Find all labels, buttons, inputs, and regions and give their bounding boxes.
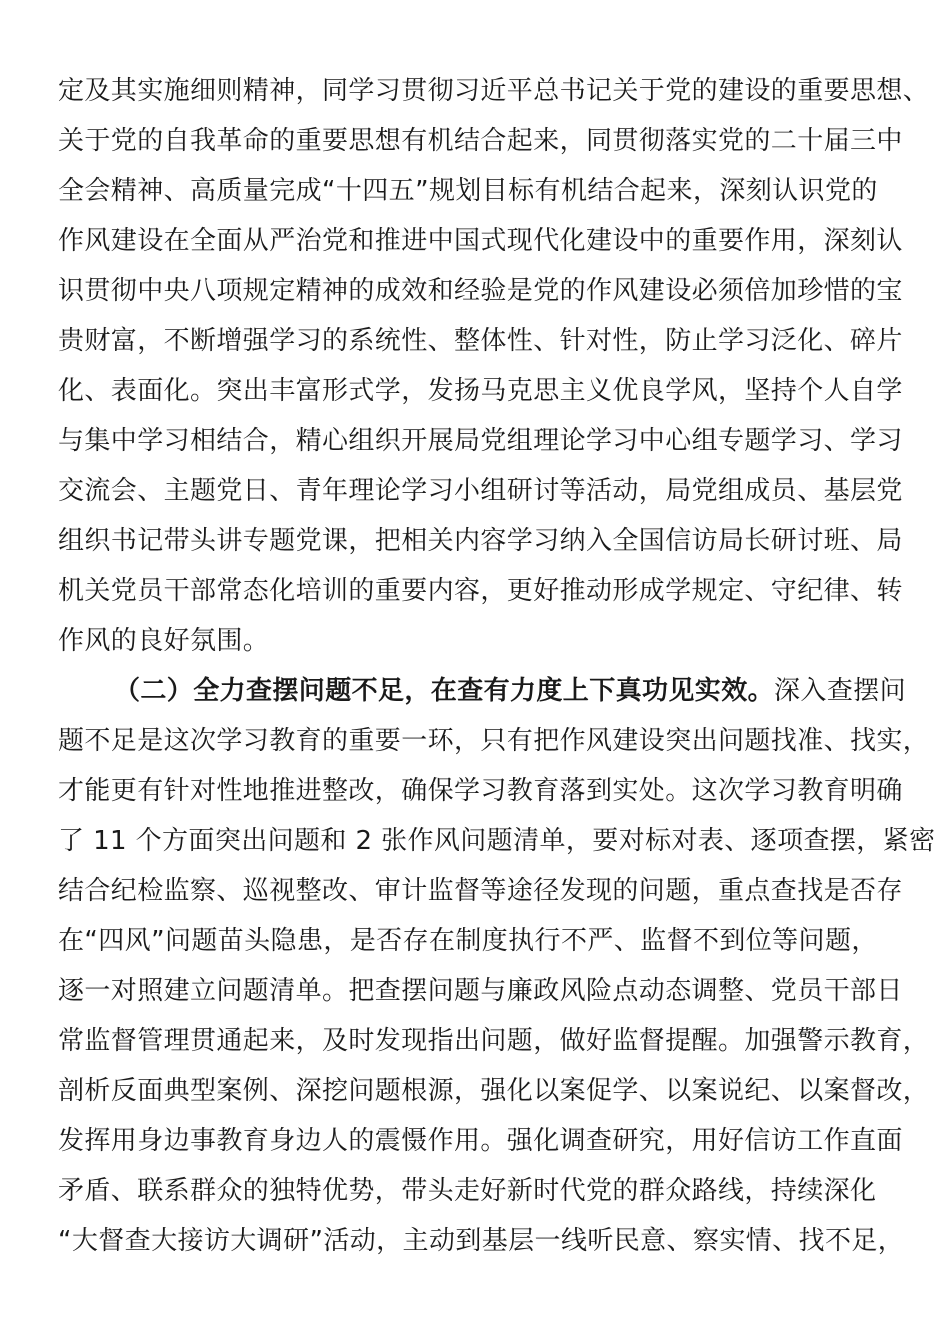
section-first-line-rest: 深入查摆问: [774, 676, 907, 706]
text-line: 定及其实施细则精神，同学习贯彻习近平总书记关于党的建设的重要思想、: [58, 76, 930, 106]
text-line: 全会精神、高质量完成“十四五”规划目标有机结合起来，深刻认识党的: [58, 176, 878, 206]
text-line: 了 11 个方面突出问题和 2 张作风问题清单，要对标对表、逐项查摆，紧密: [58, 826, 936, 856]
text-line: 发挥用身边事教育身边人的震慑作用。强化调查研究，用好信访工作直面: [58, 1126, 903, 1156]
text-line: 与集中学习相结合，精心组织开展局党组理论学习中心组专题学习、学习: [58, 426, 903, 456]
text-line: 才能更有针对性地推进整改，确保学习教育落到实处。这次学习教育明确: [58, 776, 903, 806]
text-line: 化、表面化。突出丰富形式学，发扬马克思主义优良学风，坚持个人自学: [58, 376, 903, 406]
text-line: 识贯彻中央八项规定精神的成效和经验是党的作风建设必须倍加珍惜的宝: [58, 276, 903, 306]
text-line: 在“四风”问题苗头隐患，是否存在制度执行不严、监督不到位等问题，: [58, 926, 878, 956]
text-line: 关于党的自我革命的重要思想有机结合起来，同贯彻落实党的二十届三中: [58, 126, 903, 156]
text-line: 作风建设在全面从严治党和推进中国式现代化建设中的重要作用，深刻认: [58, 226, 903, 256]
text-line: 作风的良好氛围。: [58, 626, 270, 656]
text-line: 机关党员干部常态化培训的重要内容，更好推动形成学规定、守纪律、转: [58, 576, 903, 606]
text-line: 矛盾、联系群众的独特优势，带头走好新时代党的群众路线，持续深化: [58, 1176, 877, 1206]
text-line: 贵财富，不断增强学习的系统性、整体性、针对性，防止学习泛化、碎片: [58, 326, 903, 356]
text-line: 常监督管理贯通起来，及时发现指出问题，做好监督提醒。加强警示教育，: [58, 1026, 930, 1056]
text-line: 题不足是这次学习教育的重要一环，只有把作风建设突出问题找准、找实，: [58, 726, 930, 756]
paragraph-section-2: [58, 666, 936, 1266]
section-heading: （二）全力查摆问题不足，在查有力度上下真功见实效。: [114, 676, 775, 706]
document-body: [58, 66, 936, 1266]
section-heading-line: [58, 666, 907, 716]
text-line: 交流会、主题党日、青年理论学习小组研讨等活动，局党组成员、基层党: [58, 476, 903, 506]
text-line: 剖析反面典型案例、深挖问题根源，强化以案促学、以案说纪、以案督改，: [58, 1076, 930, 1106]
text-line: 组织书记带头讲专题党课，把相关内容学习纳入全国信访局长研讨班、局: [58, 526, 903, 556]
text-line: “大督查大接访大调研”活动，主动到基层一线听民意、察实情、找不足，: [58, 1226, 905, 1256]
text-line: 结合纪检监察、巡视整改、审计监督等途径发现的问题，重点查找是否存: [58, 876, 903, 906]
paragraph-study-requirements: [58, 66, 930, 666]
text-line: 逐一对照建立问题清单。把查摆问题与廉政风险点动态调整、党员干部日: [58, 976, 903, 1006]
